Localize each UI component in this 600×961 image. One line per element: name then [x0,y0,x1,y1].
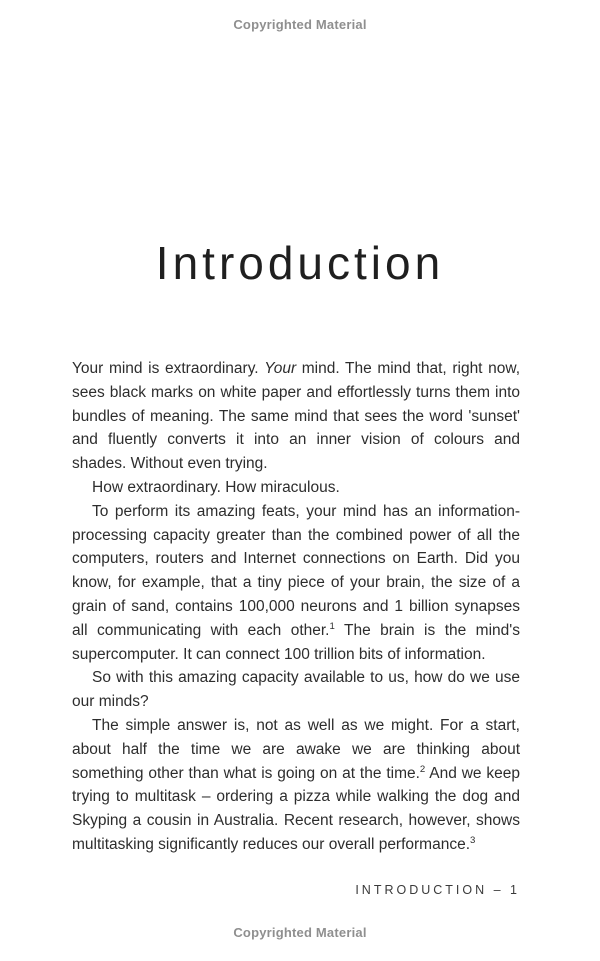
footnote-reference: 1 [329,620,335,632]
page-title: Introduction [155,237,445,289]
paragraph [72,357,520,476]
paragraph [72,714,520,857]
text-run: The brain is the mind's supercomputer. It can connect 100 trillion bits of information. [72,621,520,663]
text-run: And we keep trying to multitask – ordering a pizza while walking the dog and Skyping a cousin in Australia. Recent research, however, shows multitasking significantly reduces our overall performance. [72,764,520,853]
text-run: To perform its amazing feats, your mind has an information-processing capacity greater than the combined power of all the computers, routers and Internet connections on Earth. Did you know, for example, that a tiny piece of your brain, the size of a grain of sand, contains 100,000 neurons and 1 billion synapses all communicating with each other. [72,502,520,639]
running-footer: INTRODUCTION – 1 [355,883,520,897]
italic-text: Your [264,360,297,377]
text-run: mind. The mind that, right now, sees black marks on white paper and effortlessly turns them into bundles of meaning. The same mind that sees the word 'sunset' and fluently converts it into an inner vision of colours and shades. Without even trying. [72,360,521,473]
text-run: So with this amazing capacity available to us, how do we use our minds? [72,669,520,711]
footnote-reference: 3 [470,834,476,846]
copyright-watermark-bottom: Copyrighted Material [233,925,367,940]
text-run: Your mind is extraordinary. [72,360,265,377]
text-run: How extraordinary. How miraculous. [92,478,340,496]
paragraph [72,666,520,714]
text-run: The simple answer is, not as well as we might. For a start, about half the time we are awake we are thinking about something other than what is going on at the time. [72,716,520,782]
paragraph [72,500,520,667]
footnote-reference: 2 [419,763,426,775]
body-text [72,357,520,857]
copyright-watermark-top: Copyrighted Material [233,17,367,32]
paragraph [72,476,520,500]
